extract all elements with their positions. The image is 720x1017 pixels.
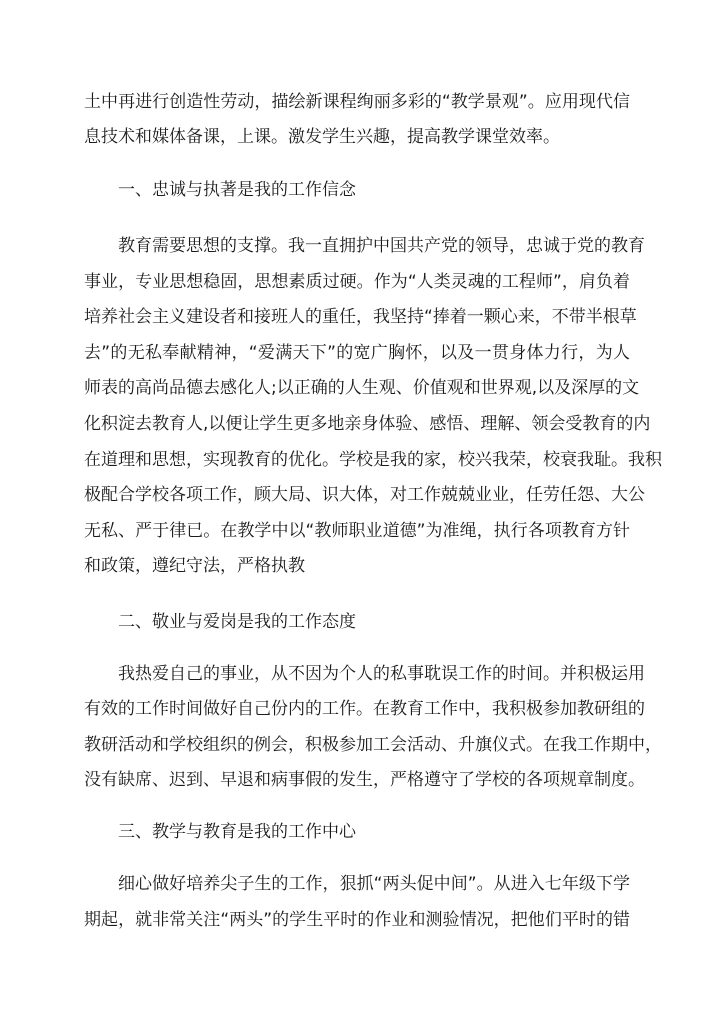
paragraph-line xyxy=(0,768,720,792)
paragraph-line xyxy=(0,341,720,365)
paragraph-text: 和政策，遵纪守法，严格执教 xyxy=(84,556,305,576)
paragraph-text: 师表的高尚品德去感化人;以正确的人生观、价值观和世界观,以及深厚的文 xyxy=(84,378,640,398)
paragraph-text: 没有缺席、迟到、早退和病事假的发生，严格遵守了学校的各项规章制度。 xyxy=(84,770,645,790)
paragraph-text: 极配合学校各项工作，顾大局、识大体，对工作兢兢业业，任劳任怨、大公 xyxy=(84,485,645,505)
paragraph-text: 化积淀去教育人,以便让学生更多地亲身体验、感悟、理解、领会受教育的内 xyxy=(84,414,651,434)
paragraph-text: 有效的工作时间做好自己份内的工作。在教育工作中，我积极参加教研组的 xyxy=(84,699,645,719)
paragraph-line xyxy=(0,125,720,149)
paragraph-line xyxy=(0,376,720,400)
paragraph-line xyxy=(0,483,720,507)
paragraph-line xyxy=(0,519,720,543)
section-heading-3 xyxy=(0,820,720,844)
paragraph-text: 在道理和思想，实现教育的优化。学校是我的家，校兴我荣，校衰我耻。我积 xyxy=(84,450,662,470)
paragraph-line xyxy=(0,872,720,896)
paragraph-line xyxy=(0,90,720,114)
paragraph-text: 土中再进行创造性劳动，描绘新课程绚丽多彩的“教学景观”。应用现代信 xyxy=(84,92,630,112)
section-heading-text: 三、教学与教育是我的工作中心 xyxy=(118,822,356,842)
paragraph-text: 我热爱自己的事业，从不因为个人的私事耽误工作的时间。并积极运用 xyxy=(118,664,645,684)
section-heading-text: 二、敬业与爱岗是我的工作态度 xyxy=(118,612,356,632)
paragraph-text: 去”的无私奉献精神，“爱满天下”的宽广胸怀，以及一贯身体力行，为人 xyxy=(84,343,630,363)
section-heading-text: 一、忠诚与执著是我的工作信念 xyxy=(118,180,356,200)
section-heading-2 xyxy=(0,610,720,634)
section-heading-1 xyxy=(0,178,720,202)
paragraph-text: 教育需要思想的支撑。我一直拥护中国共产党的领导，忠诚于党的教育 xyxy=(118,236,645,256)
paragraph-text: 细心做好培养尖子生的工作，狠抓“两头促中间”。从进入七年级下学 xyxy=(118,874,630,894)
paragraph-line xyxy=(0,305,720,329)
paragraph-line xyxy=(0,412,720,436)
paragraph-text: 无私、严于律已。在教学中以“教师职业道德”为准绳，执行各项教育方针 xyxy=(84,521,630,541)
paragraph-line xyxy=(0,270,720,294)
paragraph-line xyxy=(0,234,720,258)
paragraph-line xyxy=(0,697,720,721)
paragraph-line xyxy=(0,662,720,686)
paragraph-text: 期起，就非常关注“两头”的学生平时的作业和测验情况，把他们平时的错 xyxy=(84,910,630,930)
paragraph-line xyxy=(0,554,720,578)
paragraph-text: 教研活动和学校组织的例会，积极参加工会活动、升旗仪式。在我工作期中， xyxy=(84,735,662,755)
paragraph-line xyxy=(0,733,720,757)
paragraph-line xyxy=(0,448,720,472)
paragraph-text: 息技术和媒体备课，上课。激发学生兴趣，提高教学课堂效率。 xyxy=(84,127,560,147)
paragraph-line xyxy=(0,908,720,932)
paragraph-text: 培养社会主义建设者和接班人的重任，我坚持“捧着一颗心来，不带半根草 xyxy=(84,307,637,327)
paragraph-text: 事业，专业思想稳固，思想素质过硬。作为“人类灵魂的工程师”，肩负着 xyxy=(84,272,630,292)
